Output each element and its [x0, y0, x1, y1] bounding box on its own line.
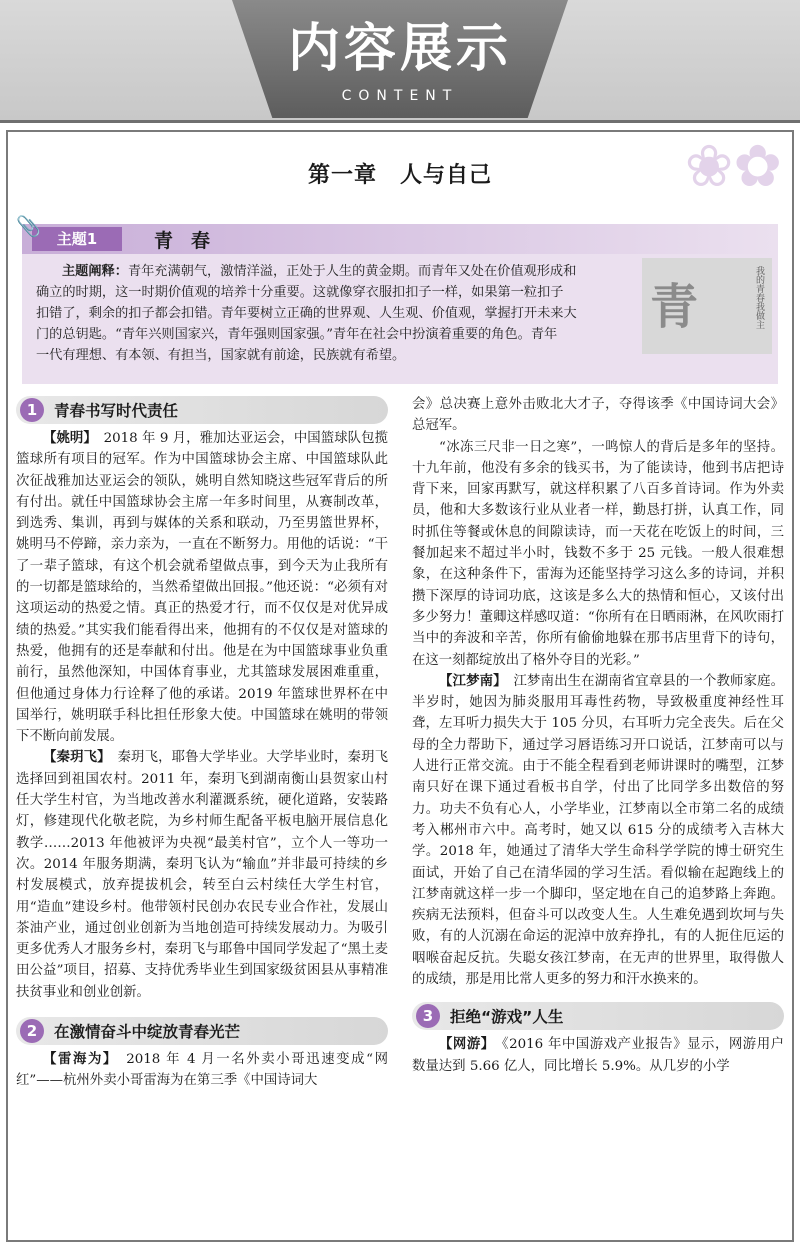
- person-label: 【姚明】: [43, 431, 91, 446]
- paragraph-leihaiwei: 【雷海为】 2018 年 4 月一名外卖小哥迅速变成“网红”——杭州外卖小哥雷海为在第三季《中国诗词大: [16, 1052, 388, 1089]
- brush-figure-icon: 青: [650, 279, 699, 335]
- section-header-3: [412, 1002, 784, 1030]
- person-label: 【江梦南】: [439, 673, 500, 689]
- theme-line: 一代有理想、有本领、有担当，国家就有前途，民族就有希望。: [36, 348, 406, 363]
- paragraph-jiangmengnan: 【江梦南】 江梦南出生在湖南省宜章县的一个教师家庭。半岁时，她因为肺炎服用耳毒性药物，导致极重度神经性耳聋，左耳听力损失大于 105 分贝，右耳听力完全丧失。后在父母的全力帮助下，通过学习唇语练习开口说话，江梦南可以与人进行正常交流。由于不能全程看到老师讲课时的嘴型，江梦南只好在课下通过看板书自学，付出了比同学多出数倍的努力。功夫不负有心人，小学毕业，江梦南以全市第二名的成绩考入郴州市六中。高考时，她又以 615 分的成绩考入吉林大学。2018 年，她通过了清华大学生命科学学院的博士研究生面试，开始了自己在清华园的学习生活。看似输在起跑线上的江梦南就这样一步一个脚印，坚定地在自己的追梦路上奔跑。疾病无法预料，但奋斗可以改变人生。人生难免遇到坎坷与失败，有的人沉溺在命运的泥淖中放弃挣扎，有的人扼住厄运的咽喉奋起反抗。失聪女孩江梦南，在无声的世界里，取得傲人的成绩，那是用比常人更多的努力和汗水换来的。: [412, 673, 785, 988]
- section-title: 拒绝“游戏”人生: [450, 1008, 564, 1027]
- section-header-2: [16, 1017, 388, 1045]
- theme-explanation: [36, 261, 636, 366]
- theme-bar: [22, 224, 778, 254]
- theme-line: 门的总钥匙。“青年兴则国家兴，青年强则国家强。”青年在社会中扮演着重要的角色。青年: [36, 327, 558, 342]
- section-title: 在激情奋斗中绽放青春光芒: [54, 1023, 241, 1042]
- section-number: 1: [20, 398, 44, 422]
- theme-line: 扣错了，剩余的扣子都会扣错。青年要树立正确的世界观、人生观、价值观，掌握打开未来大: [36, 306, 577, 321]
- section-title: 青春书写时代责任: [54, 402, 179, 420]
- section-number: 3: [416, 1004, 440, 1028]
- theme-box: [16, 214, 778, 384]
- right-column: [412, 394, 784, 1077]
- page-subtitle: CONTENT: [341, 88, 459, 104]
- paragraph-leihaiwei-2: “冰冻三尺非一日之寒”，一鸣惊人的背后是多年的坚持。十九年前，他没有多余的钱买书，为了能读诗，他到书店把诗背下来，回家再默写，就这样积累了八百多首诗词。作为外卖员，他和大多数该行业从业者一样，勤恳打拼，认真工作，同时抓住等餐或休息的间隙读诗，而一天花在吃饭上的时间，三餐加起来不超过半小时，钱数不多于 25 元钱。一般人很难想象，在这种条件下，雷海为还能坚持学习这么多的诗词，并积攒下深厚的诗词功底，这该是多么大的热情和恒心，又该付出多少努力！董卿这样感叹道：“你所有在日晒雨淋，在风吹雨打当中的奔波和辛苦，你所有偷偷地躲在那书店里背下的诗句，在这一刻都绽放出了格外夺目的光彩。”: [412, 439, 784, 668]
- paragraph-wangyou: 【网游】 《2016 年中国游戏产业报告》显示，网游用户数量达到 5.66 亿人，同比增长 5.9%。从几岁的小学: [412, 1037, 784, 1074]
- section-header-1: [16, 396, 388, 424]
- theme-badge: 主题1: [32, 227, 122, 251]
- illustration-caption: 我的青春我做主: [754, 266, 764, 329]
- paragraph-yaoming: 【姚明】 2018 年 9 月，雅加达亚运会，中国篮球队包揽篮球所有项目的冠军。作为中国篮球协会主席、中国篮球队此次征战雅加达亚运会的领队，姚明自然知晓这些冠军背后的所有付出。就任中国篮球协会主席一年多时间里，从赛制改革，到选秀、集训，再到与媒体的关系和联动，乃至男篮世界杯，姚明马不停蹄，亲力亲为，一直在不断努力。用他的话说：“干了一辈子篮球，有这个机会就希望做点事，到今天为止我所有的一切都是篮球给的，当然希望做出回报。”他还说：“必须有对这项运动的热爱之情。真正的热爱才行，而不仅仅是对优异成绩的热爱。”其实我们能看得出来，他拥有的不仅仅是对篮球的热爱，他拥有的还是奉献和付出。他是在为中国篮球事业负重前行，虽然他深知，中国体育事业，尤其篮球发展困难重重，但他通过身体力行诠释了他的承诺。2019 年篮球世界杯在中国举行，姚明联手科比担任形象大使。中国篮球在姚明的带领下不断向前发展。: [16, 431, 388, 745]
- person-label: 【秦玥飞】: [43, 750, 104, 766]
- person-label: 【雷海为】: [43, 1052, 112, 1068]
- paragraph-continued: 会》总决赛上意外击败北大才子，夺得该季《中国诗词大会》总冠军。: [412, 397, 784, 434]
- section-number: 2: [20, 1019, 44, 1043]
- paperclip-icon: 📎: [16, 214, 41, 238]
- paragraph-qinyuefei: 【秦玥飞】 秦玥飞，耶鲁大学毕业。大学毕业时，秦玥飞选择回到祖国农村。2011 年，秦玥飞到湖南衡山县贺家山村任大学生村官，为当地改善水利灌溉系统，硬化道路，安装路灯，修建现代化敬老院，为乡村师生配备平板电脑开展信息化教学……2013 年他被评为央视“最美村官”，立个人一等功一次。2014 年服务期满，秦玥飞认为“输血”并非最可持续的乡村发展模式，放弃提拔机会，转至白云村续任大学生村官，用“造血”建设乡村。他带领村民创办农民专业合作社，发展山茶油产业，通过创业创新为当地创造可持续发展动力。为吸引更多优秀人才服务乡村，秦玥飞与耶鲁中国同学发起了“黑土麦田公益”项目，招募、支持优秀毕业生到国家级贫困县从事精准扶贫事业和创业创新。: [16, 750, 389, 1000]
- left-column: [16, 396, 388, 1092]
- page-title: 内容展示: [287, 19, 512, 79]
- theme-name: 青春: [154, 230, 229, 252]
- theme-line: 确立的时期，这一时期价值观的培养十分重要。这就像穿衣服扣扣子一样，如果第一粒扣子: [36, 285, 564, 300]
- theme-label: 主题阐释：: [62, 264, 128, 279]
- chapter-title: 第一章 人与自己: [307, 163, 492, 188]
- flower-decoration-icon: ❀✿: [684, 132, 782, 200]
- theme-line: 主题阐释：青年充满朝气，激情洋溢，正处于人生的黄金期。而青年又处在价值观形成和: [62, 264, 577, 279]
- header-banner: [0, 0, 800, 123]
- person-label: 【网游】: [439, 1037, 488, 1053]
- youth-illustration: [642, 258, 772, 354]
